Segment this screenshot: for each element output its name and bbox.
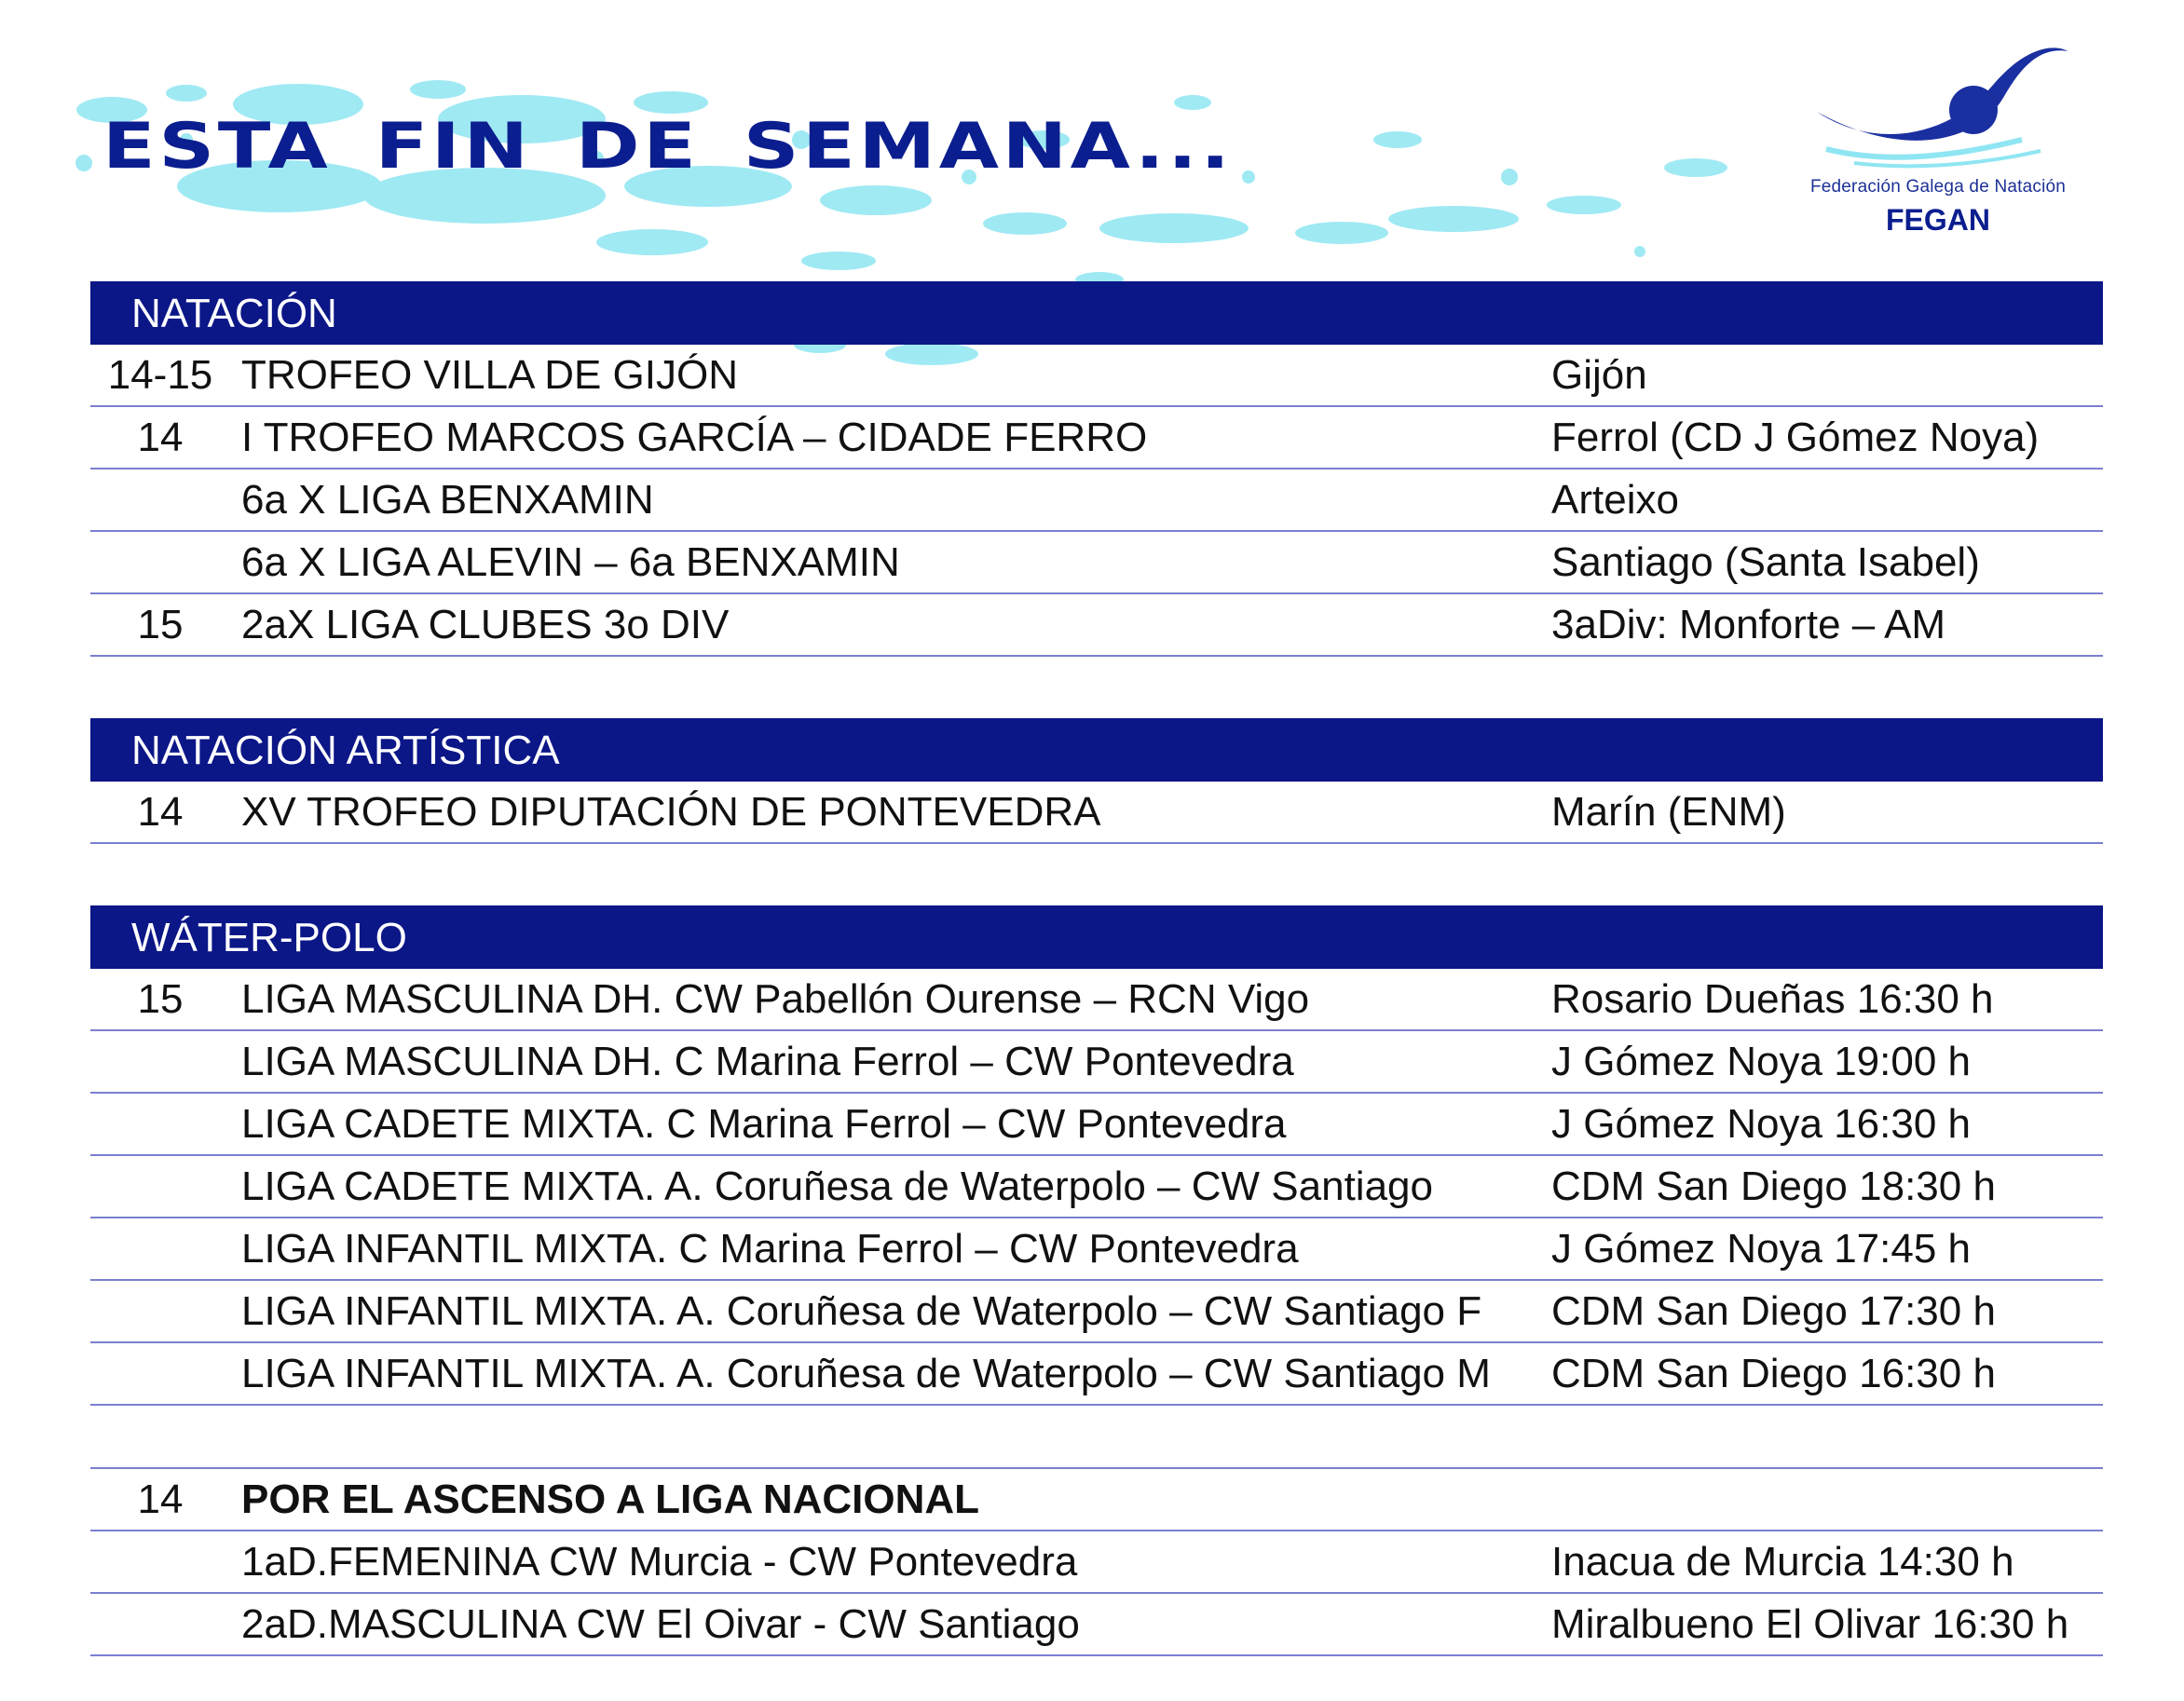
table-row: [90, 1594, 2103, 1656]
row-venue: CDM San Diego 17:30 h: [1551, 1288, 1996, 1334]
table-row: [90, 1281, 2103, 1343]
table-row: [90, 1469, 2103, 1531]
row-event: XV TROFEO DIPUTACIÓN DE PONTEVEDRA: [241, 789, 1101, 835]
section-natacion-artistica: [90, 718, 2103, 844]
row-date: 15: [137, 976, 184, 1022]
table-row: [90, 1094, 2103, 1156]
row-venue: J Gómez Noya 17:45 h: [1551, 1226, 1972, 1272]
row-venue: Ferrol (CD J Gómez Noya): [1551, 415, 2040, 460]
row-event: LIGA INFANTIL MIXTA. C Marina Ferrol – CW Pontevedra: [241, 1226, 1299, 1272]
row-event: I TROFEO MARCOS GARCÍA – CIDADE FERRO: [241, 415, 1148, 460]
row-event: 2aD.MASCULINA CW El Oivar - CW Santiago: [241, 1601, 1080, 1647]
row-event: TROFEO VILLA DE GIJÓN: [241, 352, 739, 398]
section-ascenso: [90, 1469, 2103, 1656]
section-header: WÁTER-POLO: [90, 905, 2103, 969]
row-venue: Arteixo: [1551, 477, 1679, 523]
table-row: [90, 345, 2103, 407]
row-venue: J Gómez Noya 16:30 h: [1551, 1101, 1972, 1147]
org-name: Federación Galega de Natación: [1809, 177, 2067, 197]
row-event: LIGA MASCULINA DH. CW Pabellón Ourense – RCN Vigo: [241, 976, 1310, 1022]
table-row: [90, 1531, 2103, 1594]
table-row: [90, 969, 2103, 1031]
table-row: [90, 1156, 2103, 1218]
row-event: LIGA CADETE MIXTA. A. Coruñesa de Waterpolo – CW Santiago: [241, 1163, 1433, 1209]
org-acronym: FEGAN: [1886, 203, 1990, 237]
spacer: [90, 1406, 2103, 1469]
section-natacion: [90, 281, 2103, 657]
table-row: [90, 1031, 2103, 1094]
schedule: [90, 281, 2103, 1656]
row-venue: CDM San Diego 18:30 h: [1551, 1163, 1996, 1209]
table-row: [90, 1218, 2103, 1281]
row-venue: CDM San Diego 16:30 h: [1551, 1351, 1996, 1396]
row-event: 2aX LIGA CLUBES 3o DIV: [241, 602, 730, 647]
fegan-logo: [1798, 28, 2078, 252]
row-date: 14: [137, 415, 184, 460]
row-event: LIGA INFANTIL MIXTA. A. Coruñesa de Waterpolo – CW Santiago F: [241, 1288, 1482, 1334]
swimmer-icon: [1798, 28, 2078, 177]
row-date: 14: [137, 1476, 184, 1522]
row-event: LIGA MASCULINA DH. C Marina Ferrol – CW Pontevedra: [241, 1039, 1294, 1084]
row-venue: Marín (ENM): [1551, 789, 1786, 835]
spacer: [90, 844, 2103, 905]
table-row: [90, 532, 2103, 594]
row-venue: Inacua de Murcia 14:30 h: [1551, 1539, 2014, 1585]
row-event: POR EL ASCENSO A LIGA NACIONAL: [241, 1476, 980, 1522]
spacer: [90, 657, 2103, 718]
row-venue: J Gómez Noya 19:00 h: [1551, 1039, 1972, 1084]
table-row: [90, 782, 2103, 844]
table-row: [90, 594, 2103, 657]
row-event: LIGA CADETE MIXTA. C Marina Ferrol – CW Pontevedra: [241, 1101, 1287, 1147]
page-title: ESTA FIN DE SEMANA...: [102, 110, 1234, 184]
table-row: [90, 1343, 2103, 1406]
table-row: [90, 469, 2103, 532]
section-header: NATACIÓN ARTÍSTICA: [90, 718, 2103, 782]
row-venue: Santiago (Santa Isabel): [1551, 539, 1980, 585]
row-venue: Rosario Dueñas 16:30 h: [1551, 976, 1994, 1022]
table-row: [90, 407, 2103, 469]
section-water-polo: [90, 905, 2103, 1406]
row-event: 1aD.FEMENINA CW Murcia - CW Pontevedra: [241, 1539, 1078, 1585]
row-date: 15: [137, 602, 184, 647]
row-venue: Gijón: [1551, 352, 1647, 398]
row-venue: 3aDiv: Monforte – AM: [1551, 602, 1946, 647]
row-venue: Miralbueno El Olivar 16:30 h: [1551, 1601, 2069, 1647]
row-event: 6a X LIGA BENXAMIN: [241, 477, 654, 523]
row-event: 6a X LIGA ALEVIN – 6a BENXAMIN: [241, 539, 900, 585]
row-date: 14: [137, 789, 184, 835]
row-date: 14-15: [107, 352, 213, 398]
row-event: LIGA INFANTIL MIXTA. A. Coruñesa de Waterpolo – CW Santiago M: [241, 1351, 1491, 1396]
section-header: NATACIÓN: [90, 281, 2103, 345]
